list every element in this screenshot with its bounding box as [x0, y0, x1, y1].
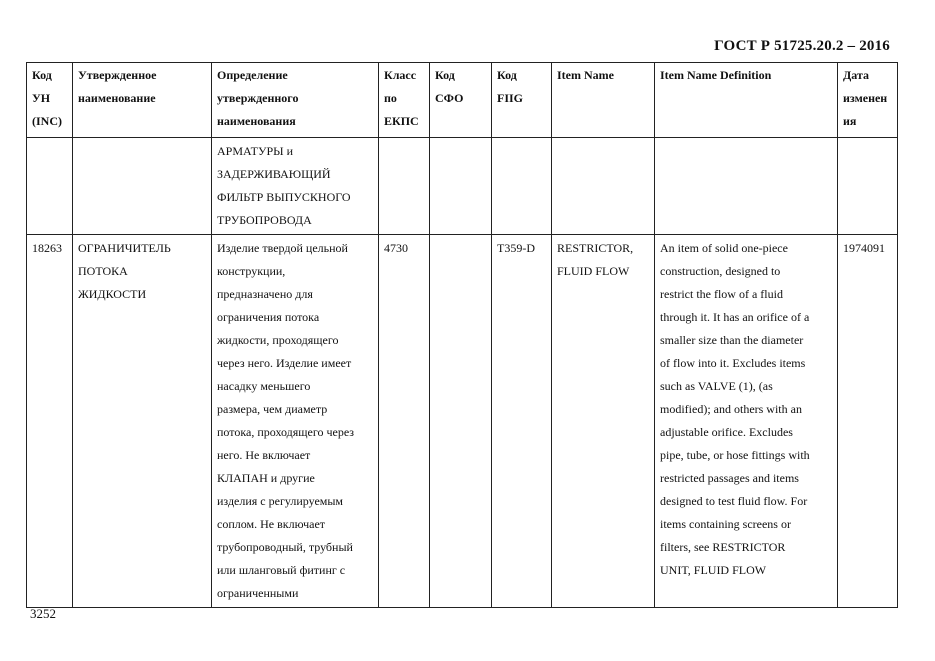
- header-definition: Определение утвержденного наименования: [212, 63, 379, 138]
- header-sfo-code: Код СФО: [430, 63, 492, 138]
- continuation-row: [27, 138, 898, 235]
- cell-inc: [27, 138, 73, 235]
- cell-date: [838, 138, 898, 235]
- cell-ekps: [379, 138, 430, 235]
- cell-fiig: [492, 138, 552, 235]
- cell-date: 1974091: [838, 235, 898, 608]
- cell-inc: 18263: [27, 235, 73, 608]
- header-change-date: Дата изменен ия: [838, 63, 898, 138]
- header-row: [27, 63, 898, 138]
- header-item-definition: Item Name Definition: [655, 63, 838, 138]
- header-approved-name: Утвержденное наименование: [73, 63, 212, 138]
- cell-definition: АРМАТУРЫ и ЗАДЕРЖИВАЮЩИЙ ФИЛЬТР ВЫПУСКНОГО ТРУБОПРОВОДА: [212, 138, 379, 235]
- cell-name: ОГРАНИЧИТЕЛЬ ПОТОКА ЖИДКОСТИ: [73, 235, 212, 608]
- cell-item-name: [552, 138, 655, 235]
- header-item-name: Item Name: [552, 63, 655, 138]
- cell-item-definition: An item of solid one-piece construction, designed to restrict the flow of a fluid through it. It has an orifice of a smaller size than the diameter of flow into it. Excludes items such as VALVE (1), (as modified); and others with an adjustable orifice. Excludes pipe, tube, or hose fittings with restricted passages and items designed to test fluid flow. For items containing screens or filters, see RESTRICTOR UNIT, FLUID FLOW: [655, 235, 838, 608]
- cell-definition: Изделие твердой цельной конструкции, предназначено для ограничения потока жидкости, проходящего через него. Изделие имеет насадку меньшего размера, чем диаметр потока, проходящего через него. Не включает КЛАПАН и другие изделия с регулируемым соплом. Не включает трубопроводный, трубный или шланговый фитинг с ограниченными: [212, 235, 379, 608]
- cell-ekps: 4730: [379, 235, 430, 608]
- page-number: 3252: [30, 606, 56, 621]
- cell-fiig: T359-D: [492, 235, 552, 608]
- header-ekps-class: Класс по ЕКПС: [379, 63, 430, 138]
- item-name-table: [26, 62, 898, 608]
- entry-row: [27, 235, 898, 608]
- header-fiig-code: Код FIIG: [492, 63, 552, 138]
- cell-item-definition: [655, 138, 838, 235]
- header-inc: Код УН (INC): [27, 63, 73, 138]
- cell-sfo: [430, 235, 492, 608]
- cell-item-name: RESTRICTOR, FLUID FLOW: [552, 235, 655, 608]
- standard-id: ГОСТ Р 51725.20.2 – 2016: [714, 38, 890, 54]
- cell-name: [73, 138, 212, 235]
- cell-sfo: [430, 138, 492, 235]
